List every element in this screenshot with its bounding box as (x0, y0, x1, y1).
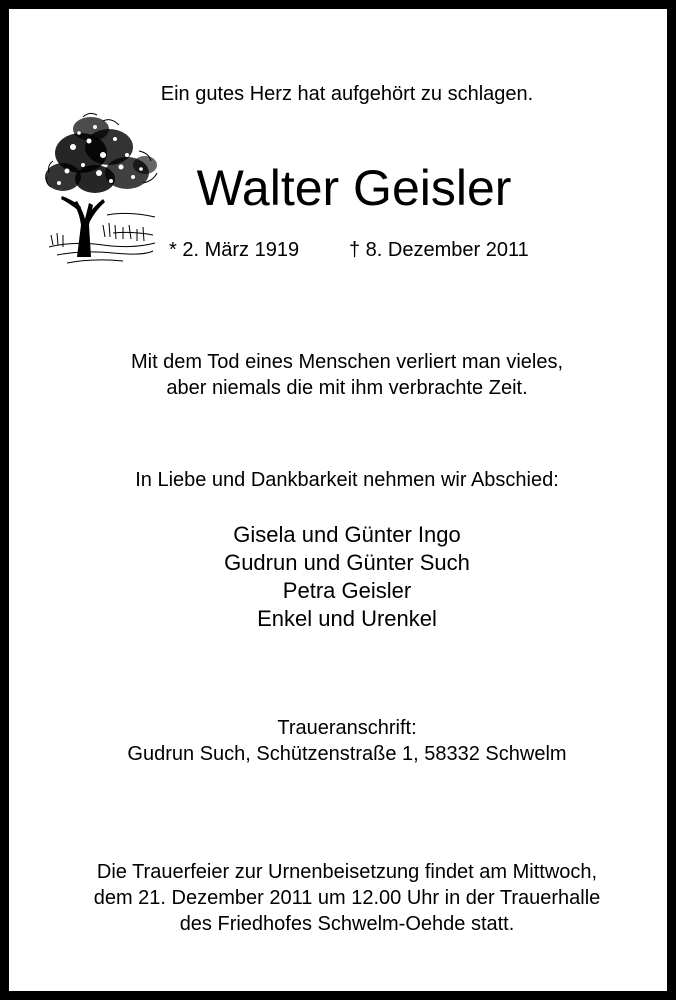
mourner-name: Enkel und Urenkel (257, 606, 437, 631)
quote-line-1: Mit dem Tod eines Menschen verliert man vieles, (130, 351, 564, 373)
funeral-line-2: dem 21. Dezember 2011 um 12.00 Uhr in der Trauerhalle (93, 887, 601, 909)
quote-line-2: aber niemals die mit ihm verbrachte Zeit. (166, 377, 528, 399)
farewell-line: In Liebe und Dankbarkeit nehmen wir Abschied: (135, 469, 559, 491)
funeral-line-1: Die Trauerfeier zur Urnenbeisetzung findet am Mittwoch, (96, 861, 598, 883)
mourner-name: Gudrun und Günter Such (224, 550, 470, 575)
tree-illustration-icon (43, 107, 161, 271)
mourner-name: Gisela und Günter Ingo (233, 522, 461, 547)
funeral-line-3: des Friedhofes Schwelm-Oehde statt. (179, 913, 515, 935)
deceased-name: Walter Geisler (196, 160, 512, 216)
mourning-address: Gudrun Such, Schützenstraße 1, 58332 Schwelm (127, 743, 567, 765)
address-label: Traueranschrift: (277, 717, 417, 739)
birth-date: * 2. März 1919 (169, 239, 300, 261)
death-date: † 8. Dezember 2011 (349, 239, 529, 261)
mourner-name: Petra Geisler (282, 578, 412, 603)
intro-line: Ein gutes Herz hat aufgehört zu schlagen. (160, 83, 534, 105)
